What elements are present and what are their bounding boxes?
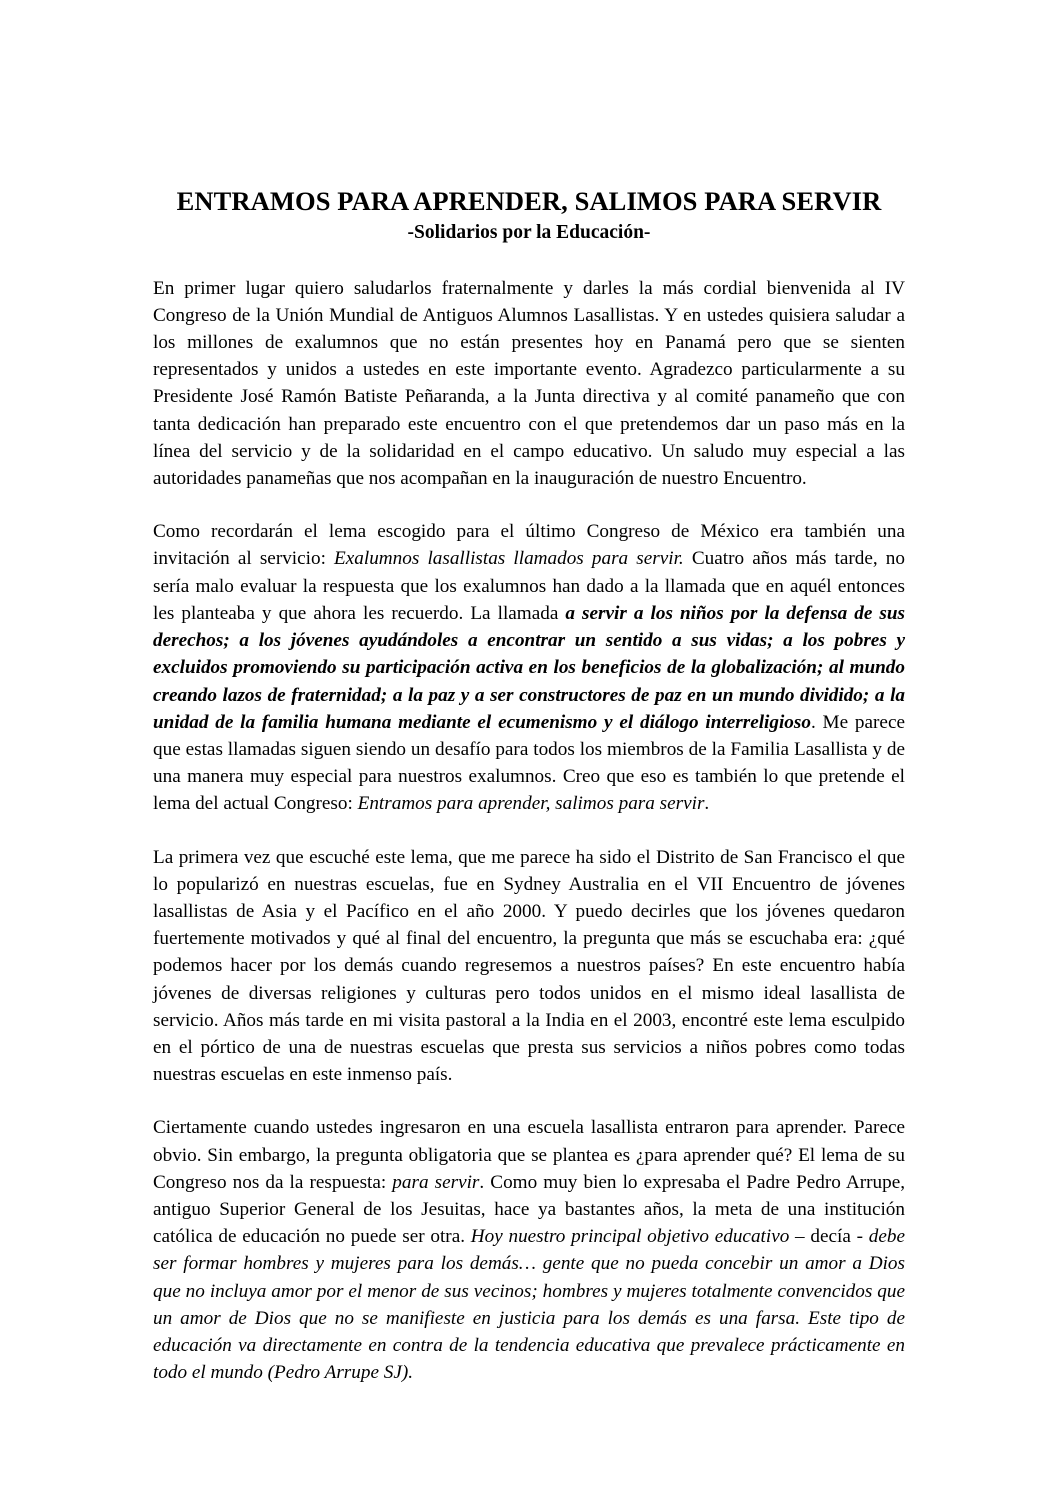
arrupe-quote-attribution-inline: – decía -: [789, 1226, 869, 1248]
paragraph-3-text: La primera vez que escuché este lema, que me parece ha sido el Distrito de San Francisco el que lo popularizó en nuestras escuelas, fue en Sydney Australia en el VII Encuentro de jóvenes lasallistas de Asia y el Pacífico en el año 2000. Y puedo decirles que los jóvenes quedaron fuertemente motivados y qué al final del encuentro, la pregunta que más se escuchaba era: ¿qué podemos hacer por los demás cuando regresemos a nuestros países? En este encuentro había jóvenes de diversas religiones y culturas pero todos unidos en el mismo ideal lasallista de servicio. Años más tarde en mi visita pastoral a la India en el 2003, encontré este lema esculpido en el pórtico de una de nuestras escuelas que presta sus servicios a niños pobres como todas nuestras escuelas en este inmenso país.: [153, 846, 905, 1086]
paragraph-3: [153, 844, 905, 1089]
arrupe-quote-part-1: Hoy nuestro principal objetivo educativo: [470, 1226, 790, 1248]
paragraph-2-middle: Cuatro años más tarde, no sería malo evaluar la respuesta que los exalumnos han dado a la llamada que en aquél entonces les planteaba y que ahora les recuerdo. La llamada: [153, 548, 905, 624]
paragraph-2-continuation: . Me parece que estas llamadas siguen siendo un desafío para todos los miembros de la Familia Lasallista y de una manera muy especial para nuestros exalumnos. Creo que eso es también lo que pretende el lema del actual Congreso:: [153, 711, 905, 815]
paragraph-2-end: .: [704, 793, 710, 815]
paragraph-1: [153, 275, 905, 493]
paragraph-4-intro: Ciertamente cuando ustedes ingresaron en una escuela lasallista entraron para aprender. Parece obvio. Sin embargo, la pregunta obligatoria que se plantea es ¿para aprender qué? El lema de su Congreso nos da la respuesta:: [153, 1117, 905, 1193]
mexico-congress-motto: Exalumnos lasallistas llamados para servir.: [334, 548, 684, 570]
paragraph-4: [153, 1114, 905, 1386]
paragraph-1-text: En primer lugar quiero saludarlos fraternalmente y darles la más cordial bienvenida al IV Congreso de la Unión Mundial de Antiguos Alumnos Lasallistas. Y en ustedes quisiera saludar a los millones de exalumnos que no están presentes hoy en Panamá pero que se sienten representados y unidos a ustedes en este importante evento. Agradezco particularmente a su Presidente José Ramón Batiste Peñaranda, a la Junta directiva y al comité panameño que con tanta dedicación han preparado este encuentro con el que pretendemos dar un paso más en la línea del servicio y de la solidaridad en el campo educativo. Un saludo muy especial a las autoridades panameñas que nos acompañan en la inauguración de nuestro Encuentro.: [153, 277, 905, 490]
arrupe-quote-part-2: debe ser formar hombres y mujeres para los demás… gente que no pueda concebir un amor a Dios que no incluya amor por el menor de sus vecinos; hombres y mujeres totalmente convencidos que un amor de Dios que no se manifieste en justicia para los demás es una farsa. Este tipo de educación va directamente en contra de la tendencia educativa que prevalece prácticamente en todo el mundo (Pedro Arrupe SJ).: [153, 1226, 905, 1384]
paragraph-2: [153, 518, 905, 817]
current-congress-motto: Entramos para aprender, salimos para servir: [357, 793, 705, 815]
paragraph-4-middle: . Como muy bien lo expresaba el Padre Pedro Arrupe, antiguo Superior General de los Jesuitas, hace ya bastantes años, la meta de una institución católica de educación no puede ser otra.: [153, 1171, 906, 1248]
page-subtitle: -Solidarios por la Educación-: [407, 222, 651, 244]
calls-to-service-emphasis: a servir a los niños por la defensa de sus derechos; a los jóvenes ayudándoles a encontrar un sentido a sus vidas; a los pobres y excluidos promoviendo su participación activa en los beneficios de la globalización; al mundo creando lazos de fraternidad; a la paz y a ser constructores de paz en un mundo dividido; a la unidad de la familia humana mediante el ecumenismo y el diálogo interreligioso: [153, 602, 906, 733]
page-title: ENTRAMOS PARA APRENDER, SALIMOS PARA SERVIR: [176, 186, 882, 216]
paragraph-2-intro: Como recordarán el lema escogido para el último Congreso de México era también una invitación al servicio:: [153, 521, 905, 570]
document-body: [153, 186, 905, 1386]
para-servir-emphasis: para servir: [392, 1171, 480, 1193]
